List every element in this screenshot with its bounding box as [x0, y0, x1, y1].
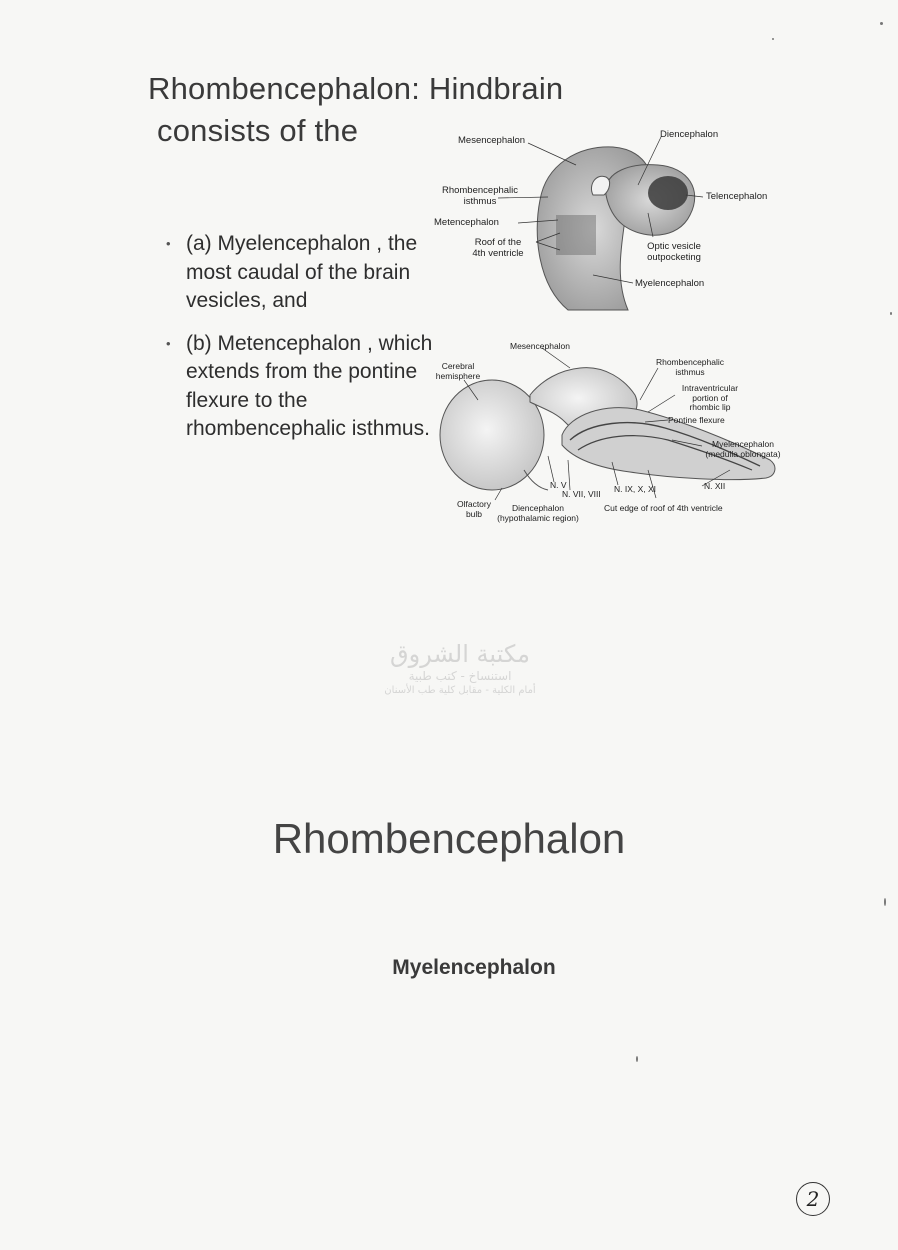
library-watermark	[340, 640, 580, 720]
label-myelencephalon-medulla: Myelencephalon (medulla oblongata)	[705, 439, 781, 459]
label-pontine-flexure: Pontine flexure	[668, 415, 725, 425]
bullet-list	[166, 230, 436, 444]
label-nerve-ix-x-xi: N. IX, X, XI	[614, 484, 657, 494]
label-olfactory-bulb: Olfactory bulb	[456, 499, 491, 519]
label-cut-edge-roof: Cut edge of roof of 4th ventricle	[604, 503, 723, 513]
label-mesencephalon-2: Mesencephalon	[510, 341, 571, 351]
label-nerve-v: N. V	[550, 480, 567, 490]
label-nerve-vii-viii: N. VII, VIII	[562, 489, 601, 499]
label-cerebral-hemisphere: Cerebral hemisphere	[435, 361, 481, 381]
label-roof-4th-ventricle: Roof of the 4th ventricle	[472, 237, 524, 259]
section-heading: Rhombencephalon	[272, 815, 626, 862]
bullet-metencephalon: • (b) Metencephalon , which extends from the pontine flexure to the rhombencephalic isthmus.	[166, 330, 436, 444]
bullet-myelencephalon: • (a) Myelencephalon , the most caudal of the brain vesicles, and	[166, 230, 436, 316]
label-intraventricular-rhombic-lip: Intraventricular portion of rhombic lip	[681, 383, 739, 412]
figure-brain-vesicles	[428, 125, 788, 315]
label-metencephalon: Metencephalon	[434, 217, 499, 228]
title-line-1: Rhombencephalon: Hindbrain	[148, 71, 564, 106]
watermark-line-1: مكتبة الشروق	[390, 640, 530, 668]
label-rhombencephalic-isthmus-2: Rhombencephalic isthmus	[655, 357, 725, 377]
label-diencephalon: Diencephalon	[660, 129, 719, 140]
label-diencephalon-hypothalamic: Diencephalon (hypothalamic region)	[497, 503, 579, 523]
section-subheading: Myelencephalon	[392, 956, 556, 979]
label-myelencephalon: Myelencephalon	[635, 278, 705, 289]
page-number: 2	[796, 1182, 830, 1216]
label-nerve-xii: N. XII	[704, 481, 726, 491]
watermark-line-3: أمام الكلية - مقابل كلية طب الأسنان	[384, 685, 536, 696]
scan-speck	[884, 898, 886, 906]
label-optic-vesicle: Optic vesicle outpocketing	[647, 241, 701, 263]
watermark-line-2: استنساخ - كتب طبية	[408, 669, 512, 683]
label-mesencephalon: Mesencephalon	[458, 135, 526, 146]
label-rhombencephalic-isthmus: Rhombencephalic isthmus	[441, 185, 519, 207]
scan-speck	[636, 1056, 638, 1062]
scan-speck	[772, 38, 774, 40]
figure-sagittal-brain	[430, 340, 792, 530]
scan-speck	[880, 22, 883, 25]
label-telencephalon: Telencephalon	[706, 191, 768, 202]
scan-speck	[890, 312, 892, 315]
title-line-2: consists of the	[157, 113, 359, 148]
